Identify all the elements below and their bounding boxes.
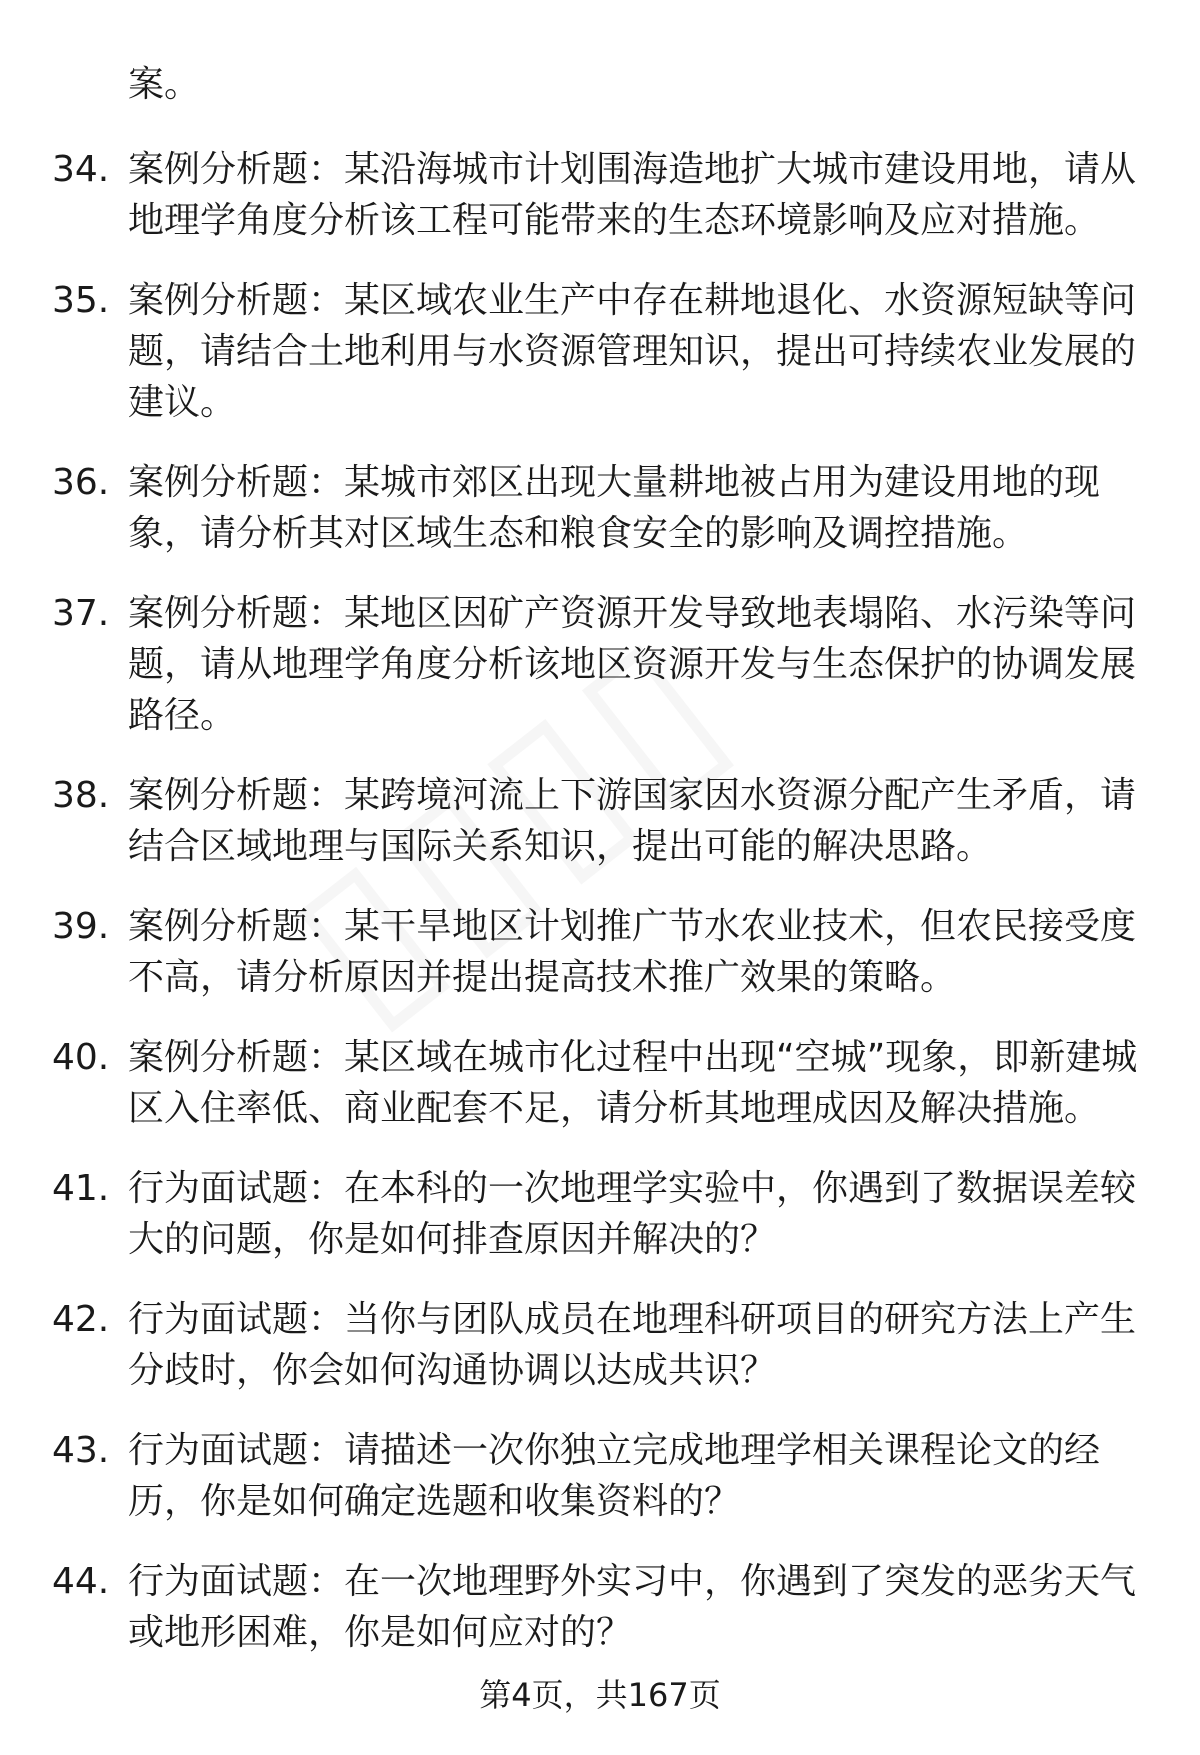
- question-number: 37.: [52, 593, 110, 634]
- page-footer: 第4页，共167页: [479, 1676, 721, 1714]
- question-number: 36.: [52, 462, 110, 503]
- continuation-text: 案。: [128, 64, 201, 105]
- question-text: 案例分析题：某地区因矿产资源开发导致地表塌陷、水污染等问题，请从地理学角度分析该地区资源开发与生态保护的协调发展路径。: [128, 593, 1137, 736]
- question-item: [0, 901, 1200, 1003]
- question-number: 42.: [52, 1299, 110, 1340]
- question-item: [0, 1294, 1200, 1396]
- question-text: 案例分析题：某区域农业生产中存在耕地退化、水资源短缺等问题，请结合土地利用与水资源管理知识，提出可持续农业发展的建议。: [128, 280, 1137, 423]
- question-text: 案例分析题：某区域在城市化过程中出现“空城”现象，即新建城区入住率低、商业配套不足，请分析其地理成因及解决措施。: [128, 1037, 1138, 1129]
- question-text: 行为面试题：在一次地理野外实习中，你遇到了突发的恶劣天气或地形困难，你是如何应对的？: [128, 1561, 1137, 1653]
- question-number: 34.: [52, 149, 110, 190]
- question-item: [0, 770, 1200, 872]
- question-list: [0, 144, 1200, 1687]
- question-text: 案例分析题：某跨境河流上下游国家因水资源分配产生矛盾，请结合区域地理与国际关系知识，提出可能的解决思路。: [128, 775, 1137, 867]
- question-text: 案例分析题：某干旱地区计划推广节水农业技术，但农民接受度不高，请分析原因并提出提高技术推广效果的策略。: [128, 906, 1137, 998]
- question-text: 行为面试题：在本科的一次地理学实验中，你遇到了数据误差较大的问题，你是如何排查原因并解决的？: [128, 1168, 1137, 1260]
- question-item: [0, 1163, 1200, 1265]
- question-number: 44.: [52, 1561, 110, 1602]
- question-item: [0, 1556, 1200, 1658]
- question-number: 38.: [52, 775, 110, 816]
- question-item: [0, 457, 1200, 559]
- question-item: [0, 588, 1200, 741]
- question-number: 41.: [52, 1168, 110, 1209]
- question-item: [0, 1425, 1200, 1527]
- question-item: [0, 1032, 1200, 1134]
- question-number: 39.: [52, 906, 110, 947]
- question-text: 案例分析题：某沿海城市计划围海造地扩大城市建设用地，请从地理学角度分析该工程可能带来的生态环境影响及应对措施。: [128, 149, 1137, 241]
- question-number: 40.: [52, 1037, 110, 1078]
- question-number: 35.: [52, 280, 110, 321]
- question-number: 43.: [52, 1430, 110, 1471]
- question-text: 行为面试题：请描述一次你独立完成地理学相关课程论文的经历，你是如何确定选题和收集资料的？: [128, 1430, 1101, 1522]
- question-item: [0, 275, 1200, 428]
- question-item: [0, 144, 1200, 246]
- question-text: 案例分析题：某城市郊区出现大量耕地被占用为建设用地的现象，请分析其对区域生态和粮食安全的影响及调控措施。: [128, 462, 1101, 554]
- question-text: 行为面试题：当你与团队成员在地理科研项目的研究方法上产生分歧时，你会如何沟通协调以达成共识？: [128, 1299, 1137, 1391]
